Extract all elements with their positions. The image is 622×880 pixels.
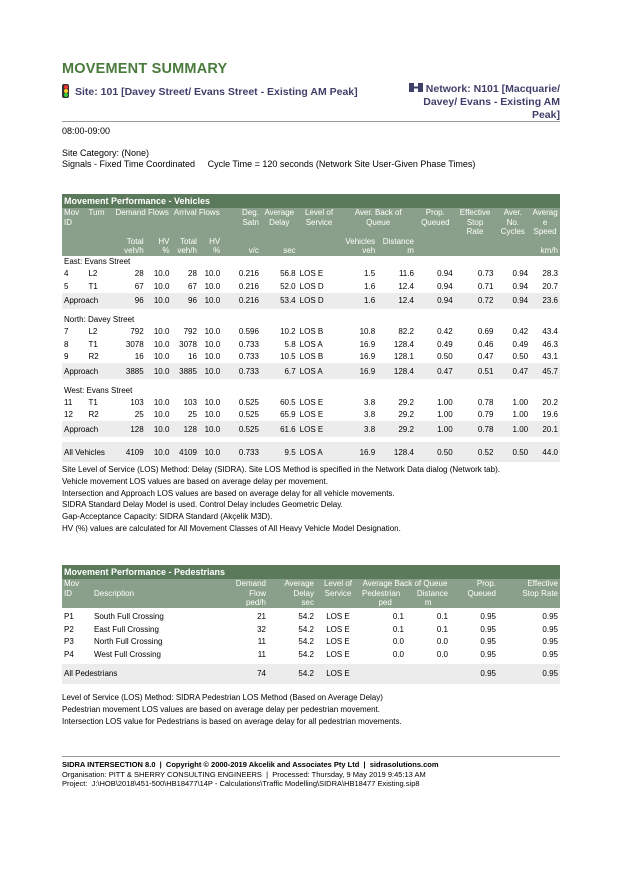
note-line: Level of Service (LOS) Method: SIDRA Pedestrian LOS Method (Based on Average Delay)	[62, 693, 383, 702]
network-title-line-3: Peak]	[531, 109, 560, 121]
table-row	[62, 636, 560, 649]
table-cell: 128	[113, 421, 146, 437]
table-cell: 0.1	[392, 612, 404, 622]
table-cell: 54.2	[298, 637, 314, 647]
table-cell: 56.8	[280, 269, 296, 279]
table-cell: 792	[183, 327, 197, 337]
table-cell: LOS E	[299, 269, 324, 279]
table-cell: 0.95	[450, 664, 498, 684]
table-row	[62, 280, 560, 293]
table-cell: 12.4	[377, 293, 416, 309]
table-cell: 0.525	[222, 421, 261, 437]
table-cell: 0.596	[238, 327, 259, 337]
table-cell: 0.42	[512, 327, 529, 337]
table-cell: 4109	[113, 442, 146, 462]
table-cell: LOS A	[298, 363, 341, 379]
col-prop-queued: Prop. Queued	[416, 208, 455, 237]
table-cell: 792	[130, 327, 144, 337]
table-cell: 5.8	[284, 339, 296, 349]
table-cell: 1.00	[416, 421, 455, 437]
table-cell: LOS A	[299, 339, 323, 349]
col-delay-units: sec	[261, 237, 298, 256]
table-cell: LOS E	[326, 624, 350, 634]
table-cell: 4	[64, 269, 69, 279]
table-cell: 0.50	[512, 352, 529, 362]
note-line: Site Level of Service (LOS) Method: Delay (SIDRA). Site LOS Method is specified in the Network Data dialog (Network tab).	[62, 465, 500, 474]
col-arrival: Arrival Flows	[171, 208, 222, 237]
group-row	[62, 314, 560, 326]
table-cell: 46.3	[542, 339, 558, 349]
ped-col-prop-queued: Prop. Queued	[450, 579, 498, 608]
table-cell: 0.733	[238, 352, 259, 362]
col-queue-vehicles: Vehicles veh	[340, 237, 377, 256]
table-cell: T1	[88, 281, 98, 291]
table-cell: 12	[64, 410, 73, 420]
table-cell: 10.0	[204, 269, 221, 279]
table-cell: 0.95	[542, 612, 558, 622]
table-cell: 20.7	[542, 281, 558, 291]
table-cell: 128.4	[377, 363, 416, 379]
table-cell: Approach	[62, 363, 113, 379]
col-arrival-hv-units: HV %	[199, 237, 222, 256]
table-cell: 0.525	[238, 397, 259, 407]
table-cell: 16.9	[340, 363, 377, 379]
table-cell: P3	[64, 637, 74, 647]
table-cell: LOS B	[299, 327, 324, 337]
table-row	[62, 623, 560, 636]
table-cell: 0.42	[437, 327, 453, 337]
table-cell: 10.0	[199, 293, 222, 309]
table-cell: 128	[171, 421, 198, 437]
table-cell: 25	[134, 410, 144, 420]
table-cell: 10.0	[153, 281, 170, 291]
table-cell: 0.0	[392, 649, 404, 659]
pedestrians-table-title: Movement Performance - Pedestrians	[62, 565, 560, 579]
table-cell: 45.7	[530, 363, 560, 379]
table-cell: 54.2	[298, 649, 314, 659]
col-demand-hv-units: HV %	[146, 237, 172, 256]
table-cell: 10.0	[204, 327, 221, 337]
col-effective-stop-rate: Effective Stop Rate	[455, 208, 496, 237]
site-category: Site Category: (None)	[62, 148, 150, 158]
table-row	[62, 611, 560, 624]
network-icon	[409, 83, 423, 92]
table-cell: 60.5	[280, 397, 296, 407]
table-cell: 3078	[125, 339, 144, 349]
signals-line: Signals - Fixed Time Coordinated Cycle Time = 120 seconds (Network Site User-Given Phase Times)	[62, 159, 476, 169]
table-cell: 44.0	[530, 442, 560, 462]
col-average-speed: Averag e Speed	[530, 208, 560, 237]
table-cell: 3.8	[364, 410, 376, 420]
ped-col-effective-stop-rate: Effective Stop Rate	[498, 579, 560, 608]
table-cell: LOS B	[299, 352, 324, 362]
table-cell: 8	[64, 339, 69, 349]
ped-col-back-queue: Average Back of Queue Pedestrian Distance ped m	[362, 579, 448, 607]
table-cell: 0.94	[416, 293, 455, 309]
ped-col-mov: Mov ID	[62, 579, 92, 608]
group-row	[62, 384, 560, 396]
table-cell: 0.72	[455, 293, 496, 309]
col-level-of-service: Level of Service	[298, 208, 341, 237]
table-cell: 11	[257, 637, 266, 647]
table-cell: 25	[188, 410, 197, 420]
table-cell: 67	[188, 281, 197, 291]
table-cell: 128.4	[393, 339, 414, 349]
table-cell: 10.0	[146, 293, 172, 309]
table-cell: 0.95	[480, 649, 496, 659]
table-cell: 0.49	[512, 339, 529, 349]
col-aver-no-cycles: Aver. No. Cycles	[495, 208, 530, 237]
table-cell: 0.50	[416, 442, 455, 462]
table-cell: 11	[257, 649, 266, 659]
table-cell: 1.00	[495, 421, 530, 437]
table-cell: Approach	[62, 293, 113, 309]
table-cell: 0.733	[222, 442, 261, 462]
table-row	[62, 326, 560, 339]
header-divider	[62, 121, 560, 122]
table-cell: 16.9	[359, 339, 376, 349]
table-cell: 43.1	[542, 352, 558, 362]
table-cell: 0.49	[437, 339, 453, 349]
table-cell: 10.0	[146, 363, 172, 379]
table-cell: 3.8	[364, 397, 376, 407]
table-cell: 0.46	[477, 339, 494, 349]
site-info	[62, 148, 475, 170]
table-cell: 0.0	[436, 649, 448, 659]
col-mov: Mov ID	[62, 208, 86, 237]
table-cell: T1	[88, 339, 98, 349]
ped-col-los: Level of Service	[316, 579, 360, 608]
col-average-delay: Average Delay	[261, 208, 298, 237]
table-row	[62, 268, 560, 281]
approach-row	[62, 363, 560, 379]
table-cell: LOS E	[326, 637, 350, 647]
table-row	[62, 396, 560, 409]
table-cell: LOS E	[299, 397, 324, 407]
table-cell: 10.5	[280, 352, 296, 362]
table-cell: Approach	[62, 421, 113, 437]
table-cell: 10.0	[153, 410, 170, 420]
table-cell: 43.4	[542, 327, 558, 337]
table-cell: 0.733	[222, 363, 261, 379]
total-row	[62, 442, 560, 462]
table-cell: 12.4	[398, 281, 414, 291]
note-line: Vehicle movement LOS values are based on average delay per movement.	[62, 476, 328, 486]
network-title	[392, 83, 560, 122]
time-period: 08:00-09:00	[62, 126, 111, 136]
col-deg-units: v/c	[222, 237, 261, 256]
table-cell: L2	[88, 327, 98, 337]
table-cell: 10.0	[146, 442, 172, 462]
approach-row	[62, 421, 560, 437]
col-deg: Deg. Satn	[222, 208, 261, 237]
footer	[62, 760, 439, 789]
table-cell: 103	[183, 397, 197, 407]
table-cell: 16.9	[359, 352, 376, 362]
group-name: North: Davey Street	[62, 314, 560, 326]
table-cell: LOS D	[298, 293, 341, 309]
group-name: West: Evans Street	[62, 384, 560, 396]
pedestrian-notes	[62, 692, 402, 727]
table-cell: 32	[257, 624, 266, 634]
pedestrians-table	[62, 565, 560, 684]
table-cell: 11	[64, 397, 73, 407]
table-cell: L2	[88, 269, 98, 279]
table-cell: 54.2	[268, 664, 316, 684]
table-cell: 67	[134, 281, 144, 291]
table-cell: 0.95	[542, 637, 558, 647]
table-cell: North Full Crossing	[94, 637, 163, 647]
table-cell: 23.6	[530, 293, 560, 309]
table-cell: 0.525	[238, 410, 259, 420]
footer-line-1: SIDRA INTERSECTION 8.0 | Copyright © 2000-2019 Akcelik and Associates Pty Ltd | sidrasolutions.com	[62, 760, 439, 769]
network-title-line-2: Davey/ Evans - Existing AM	[423, 96, 560, 108]
table-cell: T1	[88, 397, 98, 407]
table-cell: 1.5	[364, 269, 376, 279]
table-cell: 10.0	[204, 352, 221, 362]
table-cell: 9.5	[261, 442, 298, 462]
table-cell: 0.94	[437, 281, 453, 291]
table-cell: 0.95	[498, 664, 560, 684]
table-row	[62, 409, 560, 422]
table-cell: 10.0	[153, 339, 170, 349]
table-cell: 0.733	[238, 339, 259, 349]
table-cell: 0.69	[477, 327, 494, 337]
table-cell: 10.0	[153, 269, 170, 279]
note-line: SIDRA Standard Delay Model is used. Control Delay includes Geometric Delay.	[62, 500, 343, 510]
table-cell: 0.216	[238, 281, 259, 291]
table-cell: P2	[64, 624, 74, 634]
table-cell: 128.4	[377, 442, 416, 462]
table-cell: 0.94	[437, 269, 453, 279]
table-cell: 0.1	[436, 612, 448, 622]
table-cell: 28	[188, 269, 197, 279]
table-cell: LOS D	[299, 281, 324, 291]
table-cell: All Pedestrians	[62, 664, 222, 684]
table-cell: 3.8	[340, 421, 377, 437]
col-demand-units: Total veh/h	[113, 237, 146, 256]
ped-col-delay: Average Delay sec	[268, 579, 316, 608]
table-cell: 54.2	[298, 624, 314, 634]
table-cell: 10.2	[280, 327, 296, 337]
table-cell: 6.7	[261, 363, 298, 379]
table-cell: 0.78	[455, 421, 496, 437]
ped-col-demand: Demand Flow ped/h	[222, 579, 268, 608]
table-cell: 3885	[113, 363, 146, 379]
col-demand: Demand Flows	[113, 208, 171, 237]
group-row	[62, 256, 560, 268]
table-cell: 0.216	[238, 269, 259, 279]
table-cell: 96	[113, 293, 146, 309]
table-cell: 0.95	[480, 624, 496, 634]
group-name: East: Evans Street	[62, 256, 560, 268]
table-cell: 74	[222, 664, 268, 684]
table-cell: LOS E	[316, 664, 360, 684]
table-cell: 0.47	[416, 363, 455, 379]
table-cell: 0.95	[542, 649, 558, 659]
table-cell: 53.4	[261, 293, 298, 309]
table-cell: 4109	[171, 442, 198, 462]
table-cell: 10.0	[199, 442, 222, 462]
table-cell: 0.95	[480, 637, 496, 647]
table-cell: 0.47	[495, 363, 530, 379]
table-cell: 11.6	[398, 269, 414, 279]
table-cell: 0.94	[495, 293, 530, 309]
table-cell: 3078	[179, 339, 197, 349]
table-cell: All Vehicles	[62, 442, 113, 462]
table-cell: LOS A	[298, 442, 341, 462]
col-queue-distance: Distance m	[377, 237, 416, 256]
approach-row	[62, 293, 560, 309]
vehicle-notes	[62, 464, 500, 535]
note-line: Intersection LOS value for Pedestrians is based on average delay for all pedestrian movements.	[62, 716, 402, 726]
table-cell: East Full Crossing	[94, 624, 159, 634]
table-cell: 10.0	[204, 339, 221, 349]
table-cell: 1.6	[340, 293, 377, 309]
table-cell: 82.2	[398, 327, 414, 337]
table-cell: 28	[134, 269, 144, 279]
table-cell: 20.2	[542, 397, 558, 407]
table-cell: 0.79	[477, 410, 494, 420]
ped-col-description: Description	[92, 579, 222, 608]
table-cell: 16	[134, 352, 144, 362]
col-aver-back-queue: Aver. Back of Queue	[340, 208, 415, 237]
table-row	[62, 648, 560, 661]
vehicles-table	[62, 194, 560, 462]
table-cell: 16	[188, 352, 197, 362]
table-cell: 0.50	[437, 352, 453, 362]
table-cell: 1.00	[512, 397, 529, 407]
table-cell: 3885	[171, 363, 198, 379]
table-row	[62, 351, 560, 364]
note-line: Intersection and Approach LOS values are based on average delay for all vehicle movements.	[62, 488, 395, 498]
total-row	[62, 664, 560, 684]
table-cell: 0.0	[392, 637, 404, 647]
table-cell: 10.0	[153, 327, 170, 337]
footer-line-2: Organisation: PITT & SHERRY CONSULTING ENGINEERS | Processed: Thursday, 9 May 2019 9:45:13 AM	[62, 769, 426, 779]
table-cell: 52.0	[280, 281, 296, 291]
table-cell: 10.0	[204, 281, 221, 291]
table-cell: 1.00	[437, 397, 453, 407]
table-cell: 20.1	[530, 421, 560, 437]
table-cell: 10.0	[146, 421, 172, 437]
table-cell: 0.47	[477, 352, 494, 362]
table-cell: 0.73	[477, 269, 494, 279]
table-cell: LOS E	[326, 612, 350, 622]
table-cell: 0.50	[495, 442, 530, 462]
table-cell: 0.51	[455, 363, 496, 379]
table-cell: 29.2	[377, 421, 416, 437]
table-cell: 10.0	[199, 421, 222, 437]
table-cell: 29.2	[398, 410, 414, 420]
table-cell: 96	[171, 293, 198, 309]
table-cell: 1.00	[512, 410, 529, 420]
table-cell: LOS E	[326, 649, 350, 659]
table-cell: LOS E	[298, 421, 341, 437]
table-cell: P4	[64, 649, 74, 659]
table-cell: 0.95	[542, 624, 558, 634]
table-cell: 1.00	[437, 410, 453, 420]
table-cell: 0.0	[436, 637, 448, 647]
vehicles-table-title: Movement Performance - Vehicles	[62, 194, 560, 208]
table-cell: 0.94	[512, 269, 529, 279]
table-cell: R2	[88, 410, 99, 420]
table-cell: 54.2	[298, 612, 314, 622]
table-cell: 29.2	[398, 397, 414, 407]
table-cell: 19.6	[542, 410, 558, 420]
table-cell: 10.0	[199, 363, 222, 379]
table-cell: 0.1	[392, 624, 404, 634]
network-title-line-1: Network: N101 [Macquarie/	[425, 83, 560, 95]
table-cell: 10.0	[204, 397, 221, 407]
table-row	[62, 338, 560, 351]
table-cell: 0.1	[436, 624, 448, 634]
table-cell: 7	[64, 327, 69, 337]
note-line: Pedestrian movement LOS values are based on average delay per pedestrian movement.	[62, 704, 380, 714]
table-cell: 10.8	[359, 327, 376, 337]
table-cell: 5	[64, 281, 69, 291]
traffic-light-icon	[62, 84, 69, 98]
site-title: Site: 101 [Davey Street/ Evans Street - Existing AM Peak]	[75, 86, 358, 98]
footer-divider	[62, 756, 560, 757]
table-cell: 10.0	[204, 410, 221, 420]
table-cell: P1	[64, 612, 74, 622]
table-cell: 103	[130, 397, 144, 407]
table-cell: West Full Crossing	[94, 649, 161, 659]
table-cell: 65.9	[280, 410, 296, 420]
table-cell: 0.78	[477, 397, 494, 407]
table-cell: 10.0	[153, 397, 170, 407]
table-cell: 0.71	[477, 281, 494, 291]
table-cell: 128.1	[393, 352, 414, 362]
col-arrival-units: Total veh/h	[171, 237, 198, 256]
table-cell: 0.94	[512, 281, 529, 291]
col-speed-units: km/h	[530, 237, 560, 256]
table-cell: 28.3	[542, 269, 558, 279]
site-title-line	[62, 84, 358, 98]
document-title: MOVEMENT SUMMARY	[62, 61, 228, 77]
table-cell: 0.52	[455, 442, 496, 462]
col-turn: Turn	[86, 208, 113, 237]
table-cell: South Full Crossing	[94, 612, 164, 622]
footer-line-3: Project: J:\HOB\2018\451-500\HB18477\14P - Calculations\Traffic Modelling\SIDRA\HB18477 Existing.sip8	[62, 779, 420, 788]
table-cell: 21	[257, 612, 266, 622]
table-cell: 9	[64, 352, 69, 362]
table-cell: 0.95	[480, 612, 496, 622]
table-cell: 10.0	[153, 352, 170, 362]
table-cell: 0.216	[222, 293, 261, 309]
table-cell: LOS E	[299, 410, 324, 420]
table-cell: 1.6	[364, 281, 376, 291]
table-cell: 61.6	[261, 421, 298, 437]
table-cell: 16.9	[340, 442, 377, 462]
note-line: Gap-Acceptance Capacity: SIDRA Standard (Akçelik M3D).	[62, 512, 273, 522]
table-cell: R2	[88, 352, 99, 362]
note-line: HV (%) values are calculated for All Movement Classes of All Heavy Vehicle Model Designation.	[62, 523, 401, 533]
